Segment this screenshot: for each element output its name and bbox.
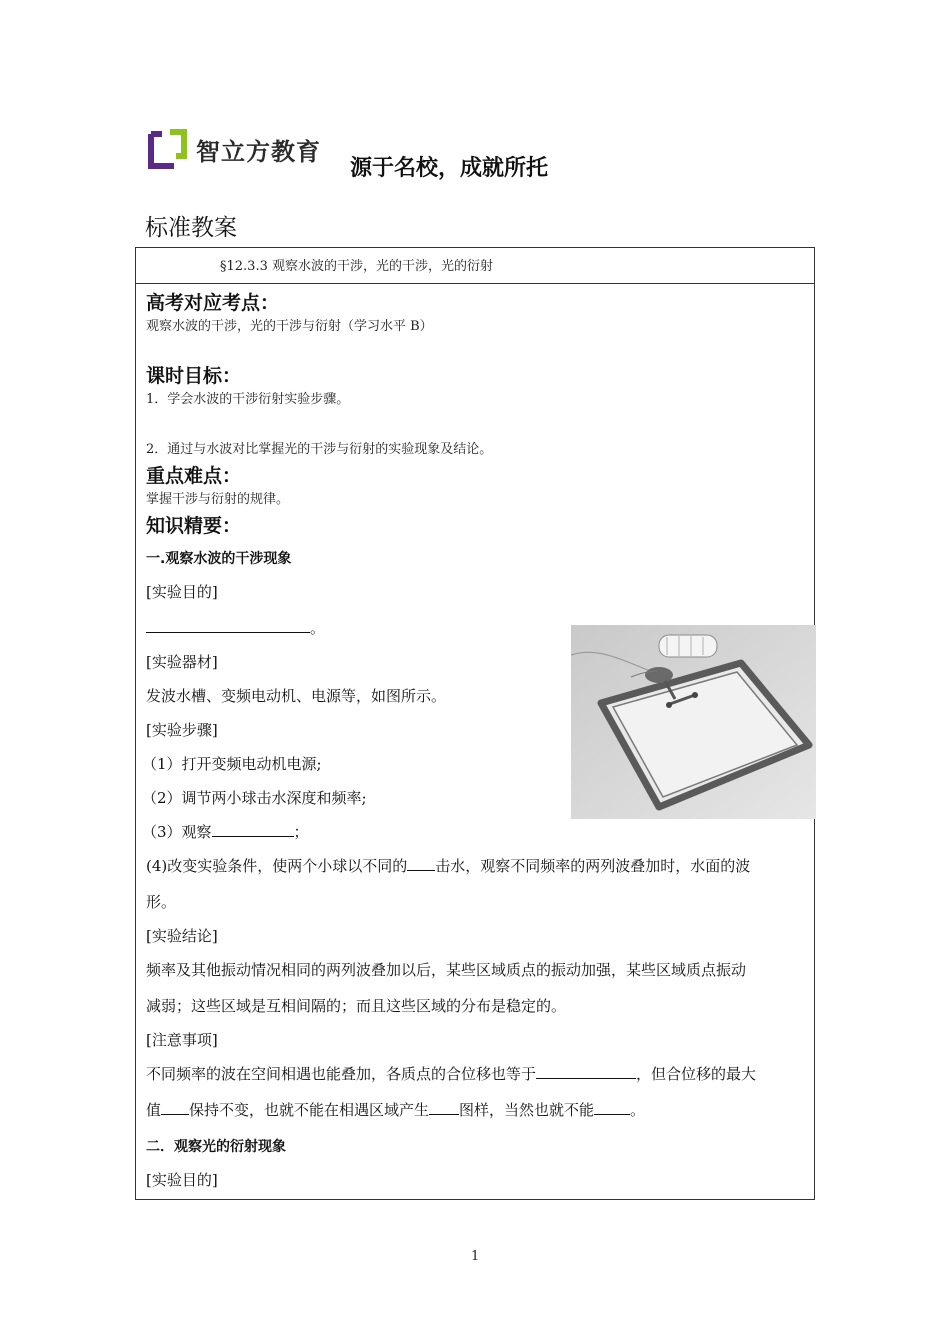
logo-text: 智立方教育	[196, 138, 321, 166]
lesson-table	[135, 247, 815, 1200]
purpose-label: [实验目的]	[146, 583, 218, 601]
conclusion-line-1: 频率及其他振动情况相同的两列波叠加以后，某些区域质点的振动加强，某些区域质点振动	[146, 961, 747, 979]
equipment-label: [实验器材]	[146, 653, 218, 671]
step-4-continued: 形。	[146, 893, 177, 911]
exam-heading: 高考对应考点：	[146, 292, 280, 314]
objective-2: 2．通过与水波对比掌握光的干涉与衍射的实验现象及结论。	[146, 442, 493, 457]
section-header-row	[136, 248, 814, 284]
notes-line-1	[146, 1063, 756, 1084]
slogan: 源于名校，成就所托	[350, 156, 549, 181]
keypoints-text: 掌握干涉与衍射的规律。	[146, 492, 290, 507]
notes-line-1-prefix: 不同频率的波在空间相遇也能叠加，各质点的合位移也等于	[146, 1065, 537, 1083]
document-title: 标准教案	[145, 215, 237, 241]
exam-text: 观察水波的干涉，光的干涉与衍射（学习水平 B）	[146, 319, 433, 334]
notes-line-2-c: 图样，当然也就不能	[459, 1101, 595, 1119]
part2-title: 二．观察光的衍射现象	[146, 1139, 286, 1155]
ripple-tank-photo	[571, 625, 816, 819]
steps-label: [实验步骤]	[146, 721, 218, 739]
page-number: 1	[471, 1249, 480, 1264]
notes-line-2-a: 值	[146, 1101, 162, 1119]
part2-purpose-label: [实验目的]	[146, 1171, 218, 1189]
notes-blank-3	[429, 1100, 459, 1115]
step-4-prefix: (4)改变实验条件，使两个小球以不同的	[146, 857, 408, 875]
step-4-blank	[407, 856, 435, 871]
step-4-suffix: 击水，观察不同频率的两列波叠加时，水面的波	[435, 857, 751, 875]
step-3-suffix: ；	[293, 823, 309, 841]
notes-line-2	[146, 1099, 645, 1120]
notes-blank-2	[161, 1100, 189, 1115]
purpose-blank	[146, 618, 310, 633]
step-3	[142, 821, 309, 842]
notes-line-2-d: 。	[630, 1101, 646, 1119]
purpose-line	[146, 617, 325, 638]
notes-line-1-suffix: ，但合位移的最大	[636, 1065, 757, 1083]
objective-1: 1．学会水波的干涉衍射实验步骤。	[146, 392, 350, 407]
step-2: （2）调节两小球击水深度和频率;	[142, 789, 367, 807]
section-label: §12.3.3 观察水波的干涉，光的干涉，光的衍射	[220, 259, 493, 274]
conclusion-label: [实验结论]	[146, 927, 218, 945]
brand-logo	[148, 128, 328, 172]
step-3-prefix: （3）观察	[142, 823, 212, 841]
step-4	[146, 855, 750, 876]
notes-blank-4	[594, 1100, 630, 1115]
keypoints-heading: 重点难点：	[146, 465, 242, 487]
purpose-suffix: 。	[310, 619, 326, 637]
conclusion-line-2: 减弱；这些区域是互相间隔的；而且这些区域的分布是稳定的。	[146, 997, 567, 1015]
equipment-text: 发波水槽、变频电动机、电源等，如图所示。	[146, 687, 447, 705]
notes-line-2-b: 保持不变，也就不能在相遇区域产生	[189, 1101, 430, 1119]
notes-label: [注意事项]	[146, 1031, 218, 1049]
step-1: （1）打开变频电动机电源;	[142, 755, 322, 773]
knowledge-heading: 知识精要：	[146, 515, 242, 537]
notes-blank-1	[536, 1064, 636, 1079]
objectives-heading: 课时目标：	[146, 365, 242, 387]
part1-title: 一.观察水波的干涉现象	[146, 551, 292, 567]
step-3-blank	[212, 822, 294, 837]
zhilifang-logo-icon	[148, 128, 188, 172]
